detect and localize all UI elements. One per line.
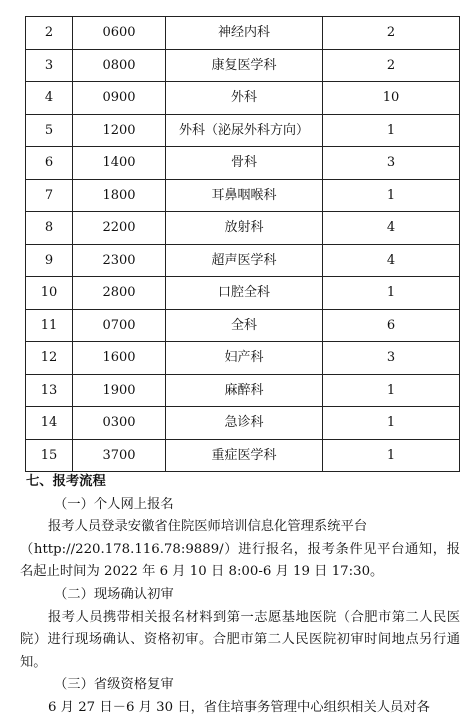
specialty-name-cell: 急诊科	[166, 407, 323, 440]
specialty-code-cell: 0800	[73, 49, 166, 82]
specialty-name-cell: 口腔全科	[166, 277, 323, 310]
row-number-cell: 8	[26, 212, 73, 245]
specialty-name-cell: 全科	[166, 309, 323, 342]
quota-count-cell: 6	[323, 309, 460, 342]
subheading-online-registration: （一）个人网上报名	[54, 496, 174, 512]
specialty-code-cell: 2200	[73, 212, 166, 245]
specialty-name-cell: 放射科	[166, 212, 323, 245]
table-row	[26, 342, 460, 375]
specialty-code-cell: 0900	[73, 82, 166, 115]
specialty-name-cell: 神经内科	[166, 17, 323, 50]
paragraph-onsite-confirmation: 报考人员携带相关报名材料到第一志愿基地医院（合肥市第二人民医院）进行现场确认、资格初审。合肥市第二人民医院初审时间地点另行通知。	[20, 609, 460, 670]
table-row	[26, 277, 460, 310]
specialty-name-cell: 重症医学科	[166, 439, 323, 472]
specialty-name-cell: 骨科	[166, 147, 323, 180]
specialty-code-cell: 1800	[73, 179, 166, 212]
row-number-cell: 12	[26, 342, 73, 375]
subheading-provincial-review: （三）省级资格复审	[54, 677, 174, 693]
quota-count-cell: 1	[323, 374, 460, 407]
specialty-name-cell: 康复医学科	[166, 49, 323, 82]
quota-count-cell: 1	[323, 179, 460, 212]
specialty-code-cell: 1200	[73, 114, 166, 147]
specialty-name-cell: 外科（泌尿外科方向）	[166, 114, 323, 147]
specialty-code-cell: 1600	[73, 342, 166, 375]
process-section	[20, 471, 460, 720]
quota-count-cell: 1	[323, 114, 460, 147]
table-row	[26, 407, 460, 440]
table-row	[26, 212, 460, 245]
specialty-name-cell: 妇产科	[166, 342, 323, 375]
quota-count-cell: 3	[323, 147, 460, 180]
quota-count-cell: 10	[323, 82, 460, 115]
row-number-cell: 9	[26, 244, 73, 277]
specialty-code-cell: 2800	[73, 277, 166, 310]
quota-count-cell: 1	[323, 277, 460, 310]
table-row	[26, 374, 460, 407]
section-heading: 七、报考流程	[26, 474, 106, 489]
paragraph-online-registration-line1: 报考人员登录安徽省住院医师培训信息化管理系统平台	[48, 519, 368, 535]
specialty-name-cell: 超声医学科	[166, 244, 323, 277]
row-number-cell: 15	[26, 439, 73, 472]
quota-count-cell: 1	[323, 439, 460, 472]
row-number-cell: 14	[26, 407, 73, 440]
row-number-cell: 4	[26, 82, 73, 115]
table-row	[26, 147, 460, 180]
quota-count-cell: 4	[323, 212, 460, 245]
row-number-cell: 2	[26, 17, 73, 50]
specialty-name-cell: 麻醉科	[166, 374, 323, 407]
subheading-onsite-confirmation: （二）现场确认初审	[54, 586, 174, 602]
table-row	[26, 49, 460, 82]
table-row	[26, 244, 460, 277]
row-number-cell: 3	[26, 49, 73, 82]
quota-count-cell: 4	[323, 244, 460, 277]
quota-table-body	[26, 17, 460, 472]
row-number-cell: 13	[26, 374, 73, 407]
quota-count-cell: 2	[323, 49, 460, 82]
quota-count-cell: 3	[323, 342, 460, 375]
specialty-name-cell: 外科	[166, 82, 323, 115]
specialty-code-cell: 0300	[73, 407, 166, 440]
table-row	[26, 179, 460, 212]
specialty-quota-table	[25, 16, 460, 472]
specialty-code-cell: 0700	[73, 309, 166, 342]
row-number-cell: 7	[26, 179, 73, 212]
specialty-code-cell: 0600	[73, 17, 166, 50]
table-row	[26, 114, 460, 147]
quota-count-cell: 1	[323, 407, 460, 440]
paragraph-online-registration-line2: （http://220.178.116.78:9889/）进行报名，报考条件见平台通知，报名起止时间为 2022 年 6 月 10 日 8:00-6 月 19 日 17:30。	[20, 541, 460, 580]
quota-count-cell: 2	[323, 17, 460, 50]
row-number-cell: 5	[26, 114, 73, 147]
table-row	[26, 439, 460, 472]
table-row	[26, 82, 460, 115]
specialty-code-cell: 1900	[73, 374, 166, 407]
row-number-cell: 11	[26, 309, 73, 342]
table-row	[26, 17, 460, 50]
table-row	[26, 309, 460, 342]
paragraph-provincial-review: 6 月 27 日－6 月 30 日，省住培事务管理中心组织相关人员对各	[48, 699, 430, 715]
specialty-name-cell: 耳鼻咽喉科	[166, 179, 323, 212]
specialty-code-cell: 2300	[73, 244, 166, 277]
row-number-cell: 10	[26, 277, 73, 310]
row-number-cell: 6	[26, 147, 73, 180]
specialty-code-cell: 3700	[73, 439, 166, 472]
specialty-code-cell: 1400	[73, 147, 166, 180]
